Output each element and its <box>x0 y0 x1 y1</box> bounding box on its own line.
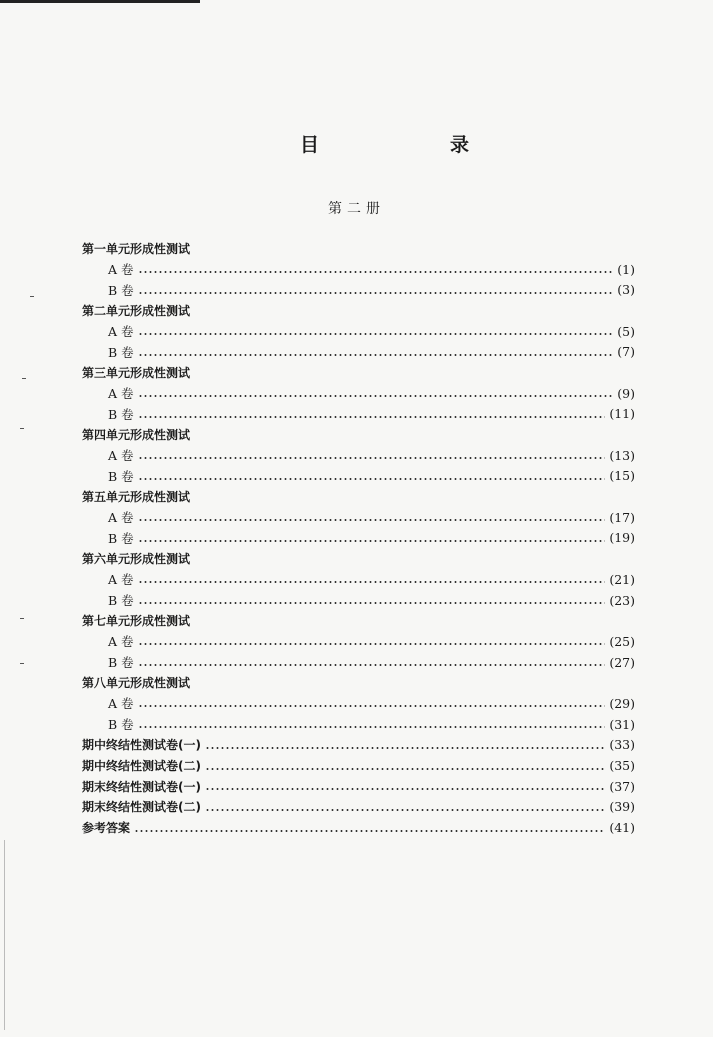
toc-page-number: (3) <box>617 282 635 298</box>
page-title: 目 录 <box>299 134 525 156</box>
dot-leader <box>205 809 605 811</box>
dot-leader <box>134 830 605 832</box>
toc-subentry[interactable] <box>82 631 635 652</box>
toc-section-entry[interactable] <box>82 548 635 569</box>
toc-section-entry[interactable] <box>82 735 635 756</box>
toc-entry-label: 期中终结性测试卷(一) <box>82 738 201 753</box>
scan-speck <box>20 663 24 664</box>
toc-section-entry[interactable] <box>82 610 635 631</box>
toc-entry-label: B 卷 <box>108 717 134 733</box>
toc-entry-label: 第八单元形成性测试 <box>82 676 191 691</box>
toc-entry-label: 第四单元形成性测试 <box>82 428 191 443</box>
toc-entry-label: B 卷 <box>108 530 134 546</box>
toc-section-entry[interactable] <box>82 362 635 383</box>
dot-leader <box>138 705 606 707</box>
toc-subentry[interactable] <box>82 404 635 425</box>
toc-entry-label: 第二单元形成性测试 <box>82 303 191 318</box>
toc-entry-label: B 卷 <box>108 344 134 360</box>
toc-subentry[interactable] <box>82 652 635 673</box>
scan-speck <box>22 378 26 379</box>
toc-entry-label: A 卷 <box>108 634 134 650</box>
toc-page-number: (33) <box>609 737 635 753</box>
toc-entry-label: A 卷 <box>108 510 134 526</box>
volume-heading: 第二册 <box>328 201 385 217</box>
toc-entry-label: 参考答案 <box>82 821 131 836</box>
toc-page-number: (9) <box>617 385 635 401</box>
toc-section-entry[interactable] <box>82 672 635 693</box>
toc-entry-label: 期末终结性测试卷(二) <box>82 800 201 815</box>
toc-subentry[interactable] <box>82 714 635 735</box>
toc-entry-label: B 卷 <box>108 282 134 298</box>
dot-leader <box>138 354 614 356</box>
dot-leader <box>138 457 606 459</box>
toc-page-number: (13) <box>609 447 635 463</box>
toc-section-entry[interactable] <box>82 238 635 259</box>
toc-page-number: (25) <box>609 633 635 649</box>
dot-leader <box>205 747 605 749</box>
toc-entry-label: 第五单元形成性测试 <box>82 490 191 505</box>
toc-entry-label: B 卷 <box>108 406 134 422</box>
toc-subentry[interactable] <box>82 569 635 590</box>
toc-page-number: (1) <box>617 261 635 277</box>
toc-entry-label: B 卷 <box>108 468 134 484</box>
toc-section-entry[interactable] <box>82 486 635 507</box>
toc-page-number: (41) <box>609 820 635 836</box>
dot-leader <box>138 333 614 335</box>
dot-leader <box>138 292 614 294</box>
toc-subentry[interactable] <box>82 693 635 714</box>
toc-subentry[interactable] <box>82 279 635 300</box>
dot-leader <box>138 395 614 397</box>
toc-section-entry[interactable] <box>82 300 635 321</box>
dot-leader <box>138 602 606 604</box>
toc-entry-label: 第六单元形成性测试 <box>82 552 191 567</box>
toc-subentry[interactable] <box>82 321 635 342</box>
toc-subentry[interactable] <box>82 528 635 549</box>
toc-entry-label: 第七单元形成性测试 <box>82 614 191 629</box>
toc-entry-label: A 卷 <box>108 448 134 464</box>
toc-entry-label: A 卷 <box>108 324 134 340</box>
toc-entry-label: A 卷 <box>108 572 134 588</box>
scan-left-edge <box>4 840 5 1030</box>
toc-entry-label: A 卷 <box>108 696 134 712</box>
toc-page-number: (19) <box>609 530 635 546</box>
dot-leader <box>138 519 606 521</box>
toc-section-entry[interactable] <box>82 776 635 797</box>
toc-section-entry[interactable] <box>82 755 635 776</box>
toc-entry-label: 第一单元形成性测试 <box>82 241 191 256</box>
toc-subentry[interactable] <box>82 466 635 487</box>
toc-page-number: (39) <box>609 799 635 815</box>
toc-page-number: (17) <box>609 509 635 525</box>
toc-page-number: (15) <box>609 468 635 484</box>
dot-leader <box>138 271 614 273</box>
toc-section-entry[interactable] <box>82 424 635 445</box>
toc-subentry[interactable] <box>82 590 635 611</box>
toc-subentry[interactable] <box>82 259 635 280</box>
scan-speck <box>20 428 24 429</box>
toc-entry-label: A 卷 <box>108 262 134 278</box>
toc-section-entry[interactable] <box>82 797 635 818</box>
toc-subentry[interactable] <box>82 383 635 404</box>
table-of-contents <box>82 238 635 838</box>
toc-page-number: (11) <box>609 406 635 422</box>
scan-edge-line <box>0 0 200 3</box>
toc-entry-label: 期中终结性测试卷(二) <box>82 759 201 774</box>
toc-entry-label: A 卷 <box>108 386 134 402</box>
dot-leader <box>205 788 605 790</box>
toc-subentry[interactable] <box>82 445 635 466</box>
toc-page-number: (27) <box>609 654 635 670</box>
toc-page-number: (7) <box>617 344 635 360</box>
toc-entry-label: B 卷 <box>108 655 134 671</box>
dot-leader <box>138 726 606 728</box>
dot-leader <box>138 643 606 645</box>
scan-speck <box>30 296 34 297</box>
toc-page-number: (23) <box>609 592 635 608</box>
dot-leader <box>138 540 606 542</box>
dot-leader <box>138 664 606 666</box>
toc-page-number: (37) <box>609 778 635 794</box>
toc-subentry[interactable] <box>82 507 635 528</box>
toc-entry-label: B 卷 <box>108 593 134 609</box>
toc-page-number: (35) <box>609 758 635 774</box>
toc-entry-label: 期末终结性测试卷(一) <box>82 779 201 794</box>
dot-leader <box>138 581 606 583</box>
dot-leader <box>205 768 605 770</box>
dot-leader <box>138 416 606 418</box>
toc-page-number: (21) <box>609 571 635 587</box>
toc-subentry[interactable] <box>82 341 635 362</box>
toc-page-number: (29) <box>609 695 635 711</box>
scan-speck <box>20 618 24 619</box>
toc-page-number: (31) <box>609 716 635 732</box>
toc-page-number: (5) <box>617 323 635 339</box>
toc-entry-label: 第三单元形成性测试 <box>82 365 191 380</box>
dot-leader <box>138 478 606 480</box>
toc-section-entry[interactable] <box>82 817 635 838</box>
